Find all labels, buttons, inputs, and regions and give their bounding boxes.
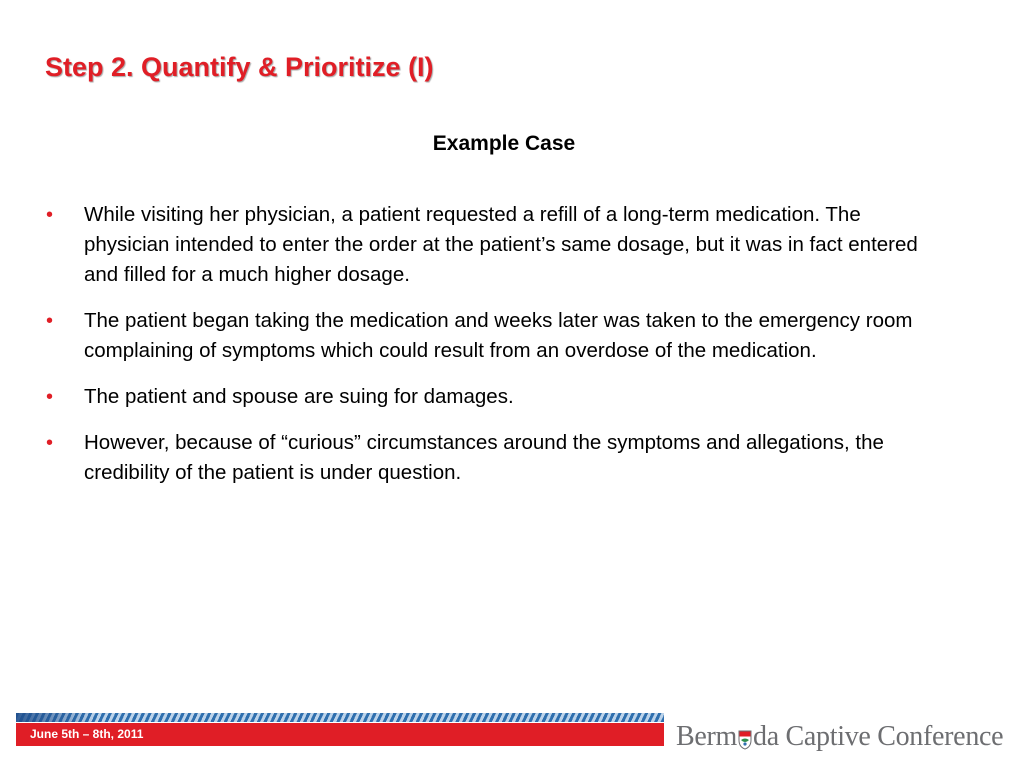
bullet-text: The patient and spouse are suing for damages. [84, 385, 514, 408]
bullet-item [44, 428, 944, 488]
footer-stripe-bar [16, 713, 664, 722]
logo-text-end: da Captive Conference [753, 721, 1004, 752]
bullet-text: The patient began taking the medication and weeks later was taken to the emergency room complaining of symptoms which could result from an overdose of the medication. [84, 309, 913, 362]
bullet-marker: • [46, 204, 54, 226]
bullet-marker: • [46, 386, 54, 408]
bullet-marker: • [46, 432, 54, 454]
slide-title: Step 2. Quantify & Prioritize (I) [45, 52, 434, 82]
bullet-text: However, because of “curious” circumstances around the symptoms and allegations, the credibility of the patient is under question. [84, 431, 884, 484]
slide-subtitle: Example Case [432, 132, 576, 155]
bullet-item [44, 306, 944, 366]
logo-text-start: Berm [676, 721, 738, 752]
footer-date: June 5th – 8th, 2011 [30, 727, 144, 741]
bullet-item [44, 382, 944, 412]
bermuda-crest-icon [738, 726, 752, 748]
bullet-list [44, 200, 944, 504]
bullet-item [44, 200, 944, 290]
footer-date-bar [16, 723, 664, 746]
conference-logo [676, 717, 1003, 757]
bullet-marker: • [46, 310, 54, 332]
bullet-text: While visiting her physician, a patient requested a refill of a long-term medication. The physician intended to enter the order at the patient’s same dosage, but it was in fact entered and filled for a much higher dosage. [84, 203, 918, 286]
